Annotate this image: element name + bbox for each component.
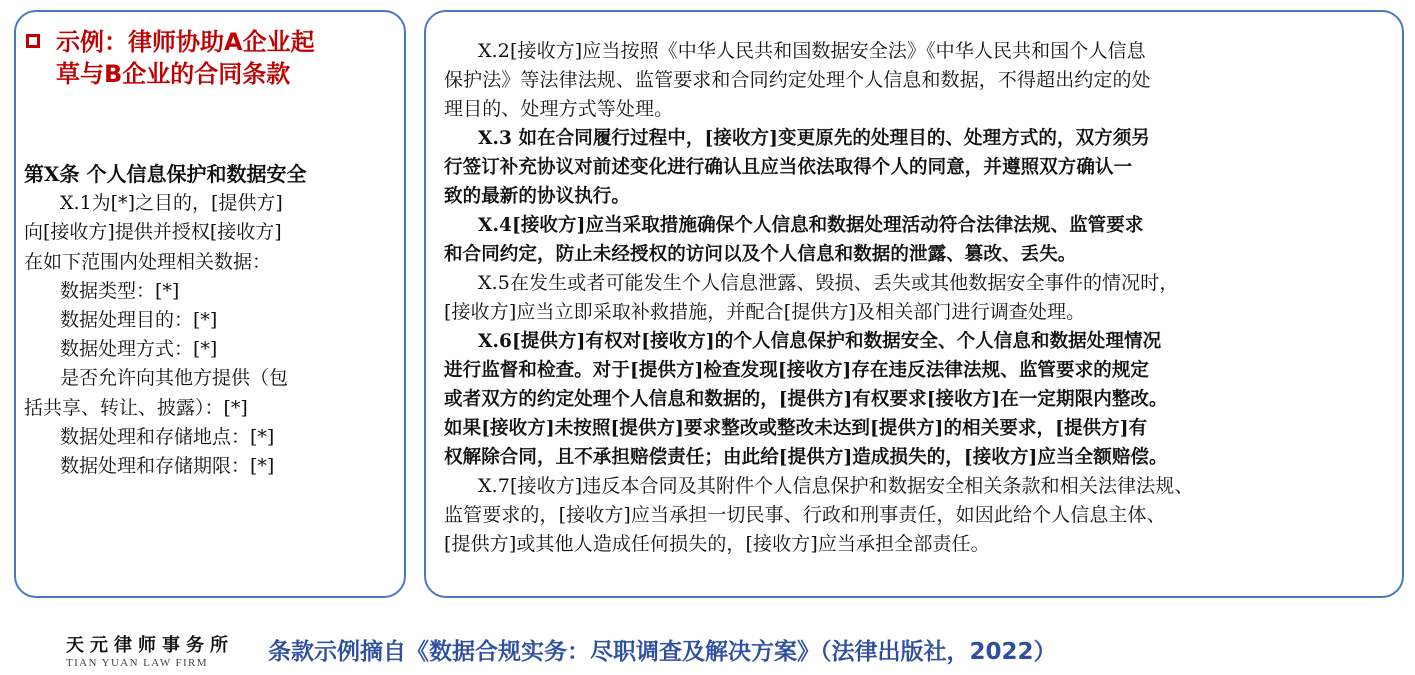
clause-line: 数据处理和存储期限：[*] <box>60 454 275 477</box>
clause-x6-line: X.6[提供方]有权对[接收方]的个人信息保护和数据安全、个人信息和数据处理情况 <box>478 331 1162 352</box>
clause-x3 <box>444 124 1384 211</box>
clause-line: 在如下范围内处理相关数据： <box>24 250 272 273</box>
clause-x6-line: 进行监督和检查。对于[提供方]检查发现[接收方]存在违反法律法规、监管要求的规定 <box>444 360 1150 381</box>
clause-x4-line: 和合同约定，防止未经授权的访问以及个人信息和数据的泄露、篡改、丢失。 <box>444 244 1077 265</box>
clause-line: 括共享、转让、披露）：[*] <box>24 396 248 419</box>
clause-line: 向[接收方]提供并授权[接收方] <box>24 221 282 244</box>
example-title <box>24 26 416 90</box>
clause-x2 <box>444 37 1384 124</box>
clause-x7-line: 监管要求的，[接收方]应当承担一切民事、行政和刑事责任，如因此给个人信息主体、 <box>444 504 1166 526</box>
clause-x5-line: [接收方]应当立即采取补救措施，并配合[提供方]及相关部门进行调查处理。 <box>444 301 1086 323</box>
clause-x3-line: 致的最新的协议执行。 <box>444 186 631 207</box>
title-line-2: 草与B企业的合同条款 <box>56 60 291 88</box>
clause-x3-line: X.3 如在合同履行过程中，[接收方]变更原先的处理目的、处理方式的，双方须另 <box>478 128 1151 149</box>
clause-x6-line: 权解除合同，且不承担赔偿责任；由此给[提供方]造成损失的，[接收方]应当全额赔偿。 <box>444 447 1168 468</box>
clause-line: 数据类型：[*] <box>60 279 180 302</box>
clause-x7-line: [提供方]或其他人造成任何损失的，[接收方]应当承担全部责任。 <box>444 533 990 555</box>
clause-x7-line: X.7[接收方]违反本合同及其附件个人信息保护和数据安全相关条款和相关法律法规、 <box>478 475 1194 497</box>
clause-x2-line: 保护法》等法律法规、监管要求和合同约定处理个人信息和数据，不得超出约定的处 <box>444 69 1151 91</box>
clause-line: X.1为[*]之目的，[提供方] <box>60 192 283 215</box>
clause-x5 <box>444 269 1384 327</box>
square-bullet-icon <box>26 34 40 48</box>
clause-line: 是否允许向其他方提供（包 <box>60 367 289 390</box>
clause-x2-line: X.2[接收方]应当按照《中华人民共和国数据安全法》《中华人民共和国个人信息 <box>478 40 1146 62</box>
clause-x4-line: X.4[接收方]应当采取措施确保个人信息和数据处理活动符合法律法规、监管要求 <box>478 215 1144 236</box>
clause-x6-line: 如果[接收方]未按照[提供方]要求整改或整改未达到[提供方]的相关要求，[提供方]有 <box>444 418 1148 439</box>
clause-line: 数据处理和存储地点：[*] <box>60 425 275 448</box>
clause-line: 数据处理目的：[*] <box>60 308 218 331</box>
clause-x6-line: 或者双方的约定处理个人信息和数据的，[提供方]有权要求[接收方]在一定期限内整改。 <box>444 389 1168 410</box>
clause-left <box>24 160 394 481</box>
clause-x7 <box>444 472 1384 559</box>
logo-en-text: TIAN YUAN LAW FIRM <box>66 657 208 669</box>
clause-x5-line: X.5在发生或者可能发生个人信息泄露、毁损、丢失或其他数据安全事件的情况时， <box>478 272 1179 294</box>
firm-logo <box>66 636 246 672</box>
clause-x6 <box>444 327 1384 472</box>
clause-x3-line: 行签订补充协议对前述变化进行确认且应当依法取得个人的同意，并遵照双方确认一 <box>444 157 1133 178</box>
source-caption: 条款示例摘自《数据合规实务：尽职调查及解决方案》（法律出版社，2022） <box>268 639 1057 665</box>
clause-x2-line: 理目的、处理方式等处理。 <box>444 98 674 120</box>
clause-x4 <box>444 211 1384 269</box>
title-line-1: 示例：律师协助A企业起 <box>56 28 315 56</box>
logo-cn-text: 天元律师事务所 <box>66 635 234 656</box>
clause-line: 数据处理方式：[*] <box>60 338 218 361</box>
clause-right <box>444 37 1384 559</box>
clause-heading: 第X条 个人信息保护和数据安全 <box>24 162 307 186</box>
